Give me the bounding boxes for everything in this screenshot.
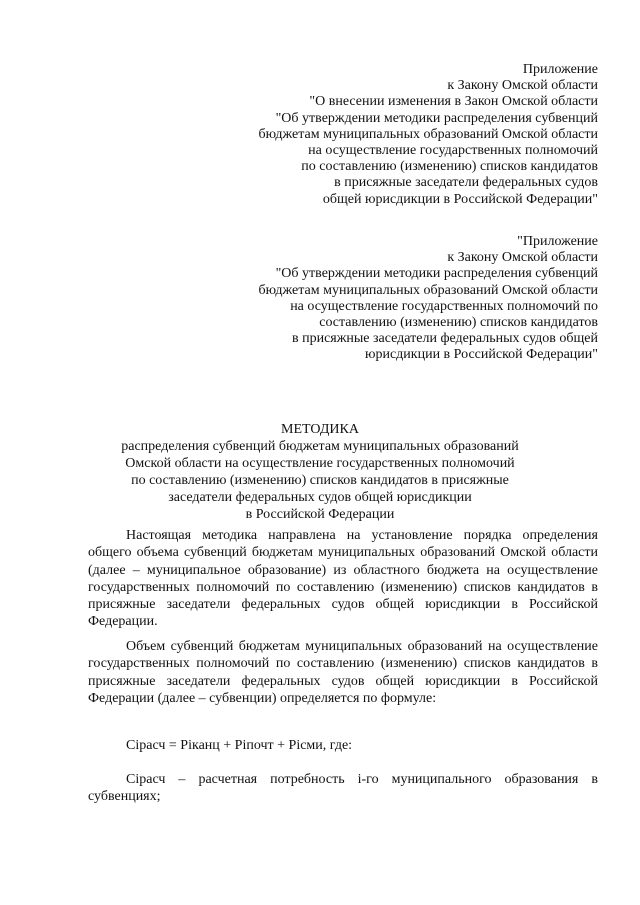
appendix-1-line: в присяжные заседатели федеральных судов	[334, 175, 598, 191]
appendix-header-1	[259, 62, 598, 208]
formula: Сiрасч = Рiканц + Рiпочт + Рiсми, где:	[126, 738, 353, 753]
body-paragraph-1	[88, 527, 598, 631]
methodology-subtitle-line: заседатели федеральных судов общей юрисдикции	[168, 490, 472, 505]
methodology-subtitle-line: по составлению (изменению) списков кандидатов в присяжные	[131, 473, 509, 488]
appendix-1-line: к Закону Омской области	[447, 78, 598, 94]
formula-definition	[88, 771, 598, 806]
appendix-2-line: юрисдикции в Российской Федерации"	[365, 347, 598, 363]
appendix-1-line: общей юрисдикции в Российской Федерации"	[322, 191, 598, 207]
body-paragraph-2	[88, 638, 598, 707]
methodology-subtitle-line: распределения субвенций бюджетам муниципальных образований	[121, 439, 519, 454]
appendix-1-line: по составлению (изменению) списков кандидатов	[301, 159, 598, 175]
appendix-2-line: "Приложение	[517, 234, 598, 249]
paragraph-1-text: Настоящая методика направлена на установление порядка определения общего объема субвенций бюджетам муниципальных образований Омской области (далее – муниципальное образование) из областного бюджета на осуществление государственных полномочий по составлению (изменению) списков кандидатов в присяжные заседатели федеральных судов общей юрисдикции в Российской Федерации.	[88, 528, 598, 630]
appendix-2-line: "Об утверждении методики распределения субвенций	[275, 266, 598, 282]
appendix-2-line: к Закону Омской области	[447, 250, 598, 266]
appendix-1-line: бюджетам муниципальных образований Омской области	[258, 126, 598, 142]
methodology-header	[0, 421, 640, 523]
paragraph-2-text: Объем субвенций бюджетам муниципальных образований на осуществление государственных полномочий по составлению (изменению) списков кандидатов в присяжные заседатели федеральных судов общей юрисдикции в Российской Федерации (далее – субвенции) определяется по формуле:	[88, 639, 598, 706]
appendix-1-line: Приложение	[522, 62, 598, 77]
methodology-subtitle-line: в Российской Федерации	[245, 507, 395, 522]
appendix-1-line: "Об утверждении методики распределения субвенций	[275, 110, 598, 126]
methodology-title: МЕТОДИКА	[281, 422, 359, 437]
appendix-1-line: на осуществление государственных полномочий	[308, 143, 598, 159]
appendix-1-line: "О внесении изменения в Закон Омской области	[309, 94, 598, 110]
appendix-2-line: бюджетам муниципальных образований Омской области	[258, 282, 598, 298]
appendix-2-line: составлению (изменению) списков кандидатов	[319, 315, 598, 331]
methodology-subtitle-line: Омской области на осуществление государственных полномочий	[125, 456, 515, 471]
appendix-2-line: в присяжные заседатели федеральных судов общей	[291, 331, 598, 347]
definition-text: Сiрасч – расчетная потребность i-го муниципального образования в субвенциях;	[88, 772, 598, 805]
appendix-2-line: на осуществление государственных полномочий по	[290, 298, 598, 314]
appendix-header-2	[259, 234, 598, 364]
